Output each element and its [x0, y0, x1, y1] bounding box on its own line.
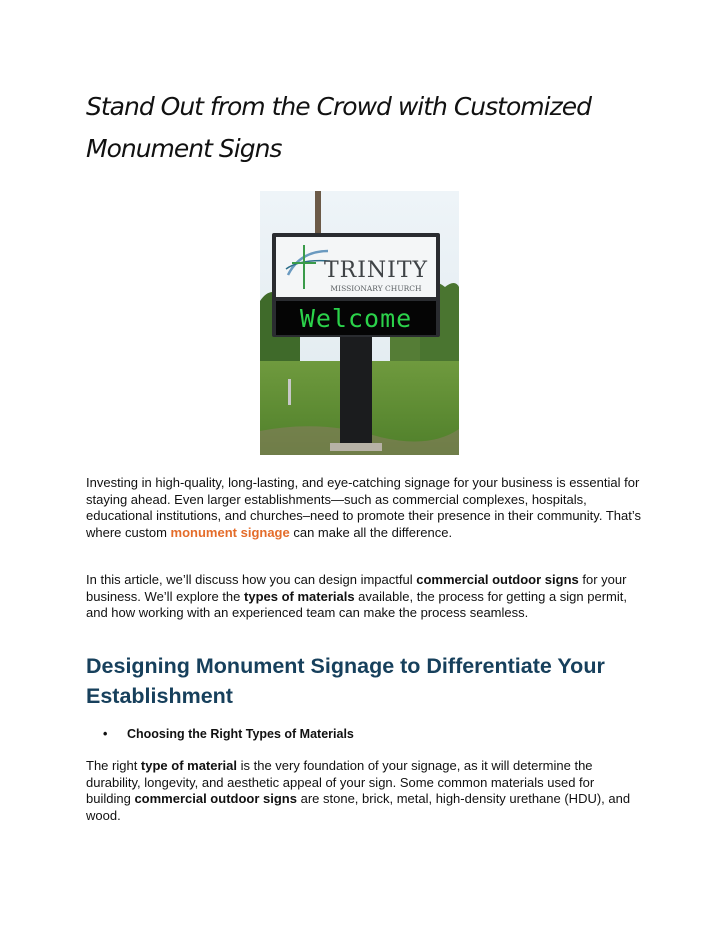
title-line-2: Monument Signs — [86, 134, 282, 163]
sign-brand-text: TRINITY — [323, 258, 429, 283]
overview-bold-2: types of materials — [244, 588, 355, 604]
title-line-1: Stand Out from the Crowd with Customized — [86, 92, 591, 121]
overview-text-1: In this article, we’ll discuss how you can design impactful — [86, 572, 417, 587]
overview-text-2: for your business. We’ll explore the — [86, 572, 627, 604]
sign-subtitle-text: MISSIONARY CHURCH — [330, 284, 422, 293]
intro-text-end: can make all the difference. — [289, 524, 453, 540]
overview-bold-1: commercial outdoor signs — [416, 572, 579, 587]
overview-paragraph — [86, 572, 642, 622]
section-heading: Designing Monument Signage to Differentiate Your Establishment — [86, 654, 605, 708]
monument-signage-link[interactable]: monument signage — [170, 524, 290, 540]
materials-bold-2: commercial outdoor signs — [134, 791, 297, 806]
article-title — [86, 86, 646, 170]
intro-paragraph — [86, 475, 642, 541]
bullet-label: Choosing the Right Types of Materials — [127, 727, 354, 741]
materials-text-2: is the very foundation of your signage, as it will determine the durability, longevity, and aesthetic appeal of your sign. Some common materials used for building — [86, 758, 595, 806]
led-welcome-text: Welcome — [299, 304, 413, 333]
monument-sign-photo — [260, 191, 459, 455]
materials-bold-1: type of material — [140, 758, 238, 773]
intro-text: Investing in high-quality, long-lasting, and eye-catching signage for your business is essential for staying ahead. Even larger establishments—such as commercial complexes, hospitals, educational institutions, and churches–need to promote their presence in their community. That’s where custom — [86, 475, 641, 540]
bullet-marker: • — [103, 727, 108, 741]
materials-paragraph — [86, 758, 642, 824]
materials-text-3: are stone, brick, metal, high-density urethane (HDU), and wood. — [86, 791, 631, 823]
materials-text-1: The right — [86, 758, 141, 773]
overview-text-3: available, the process for getting a sign permit, and how working with an experienced team can make the process seamless. — [86, 588, 627, 620]
